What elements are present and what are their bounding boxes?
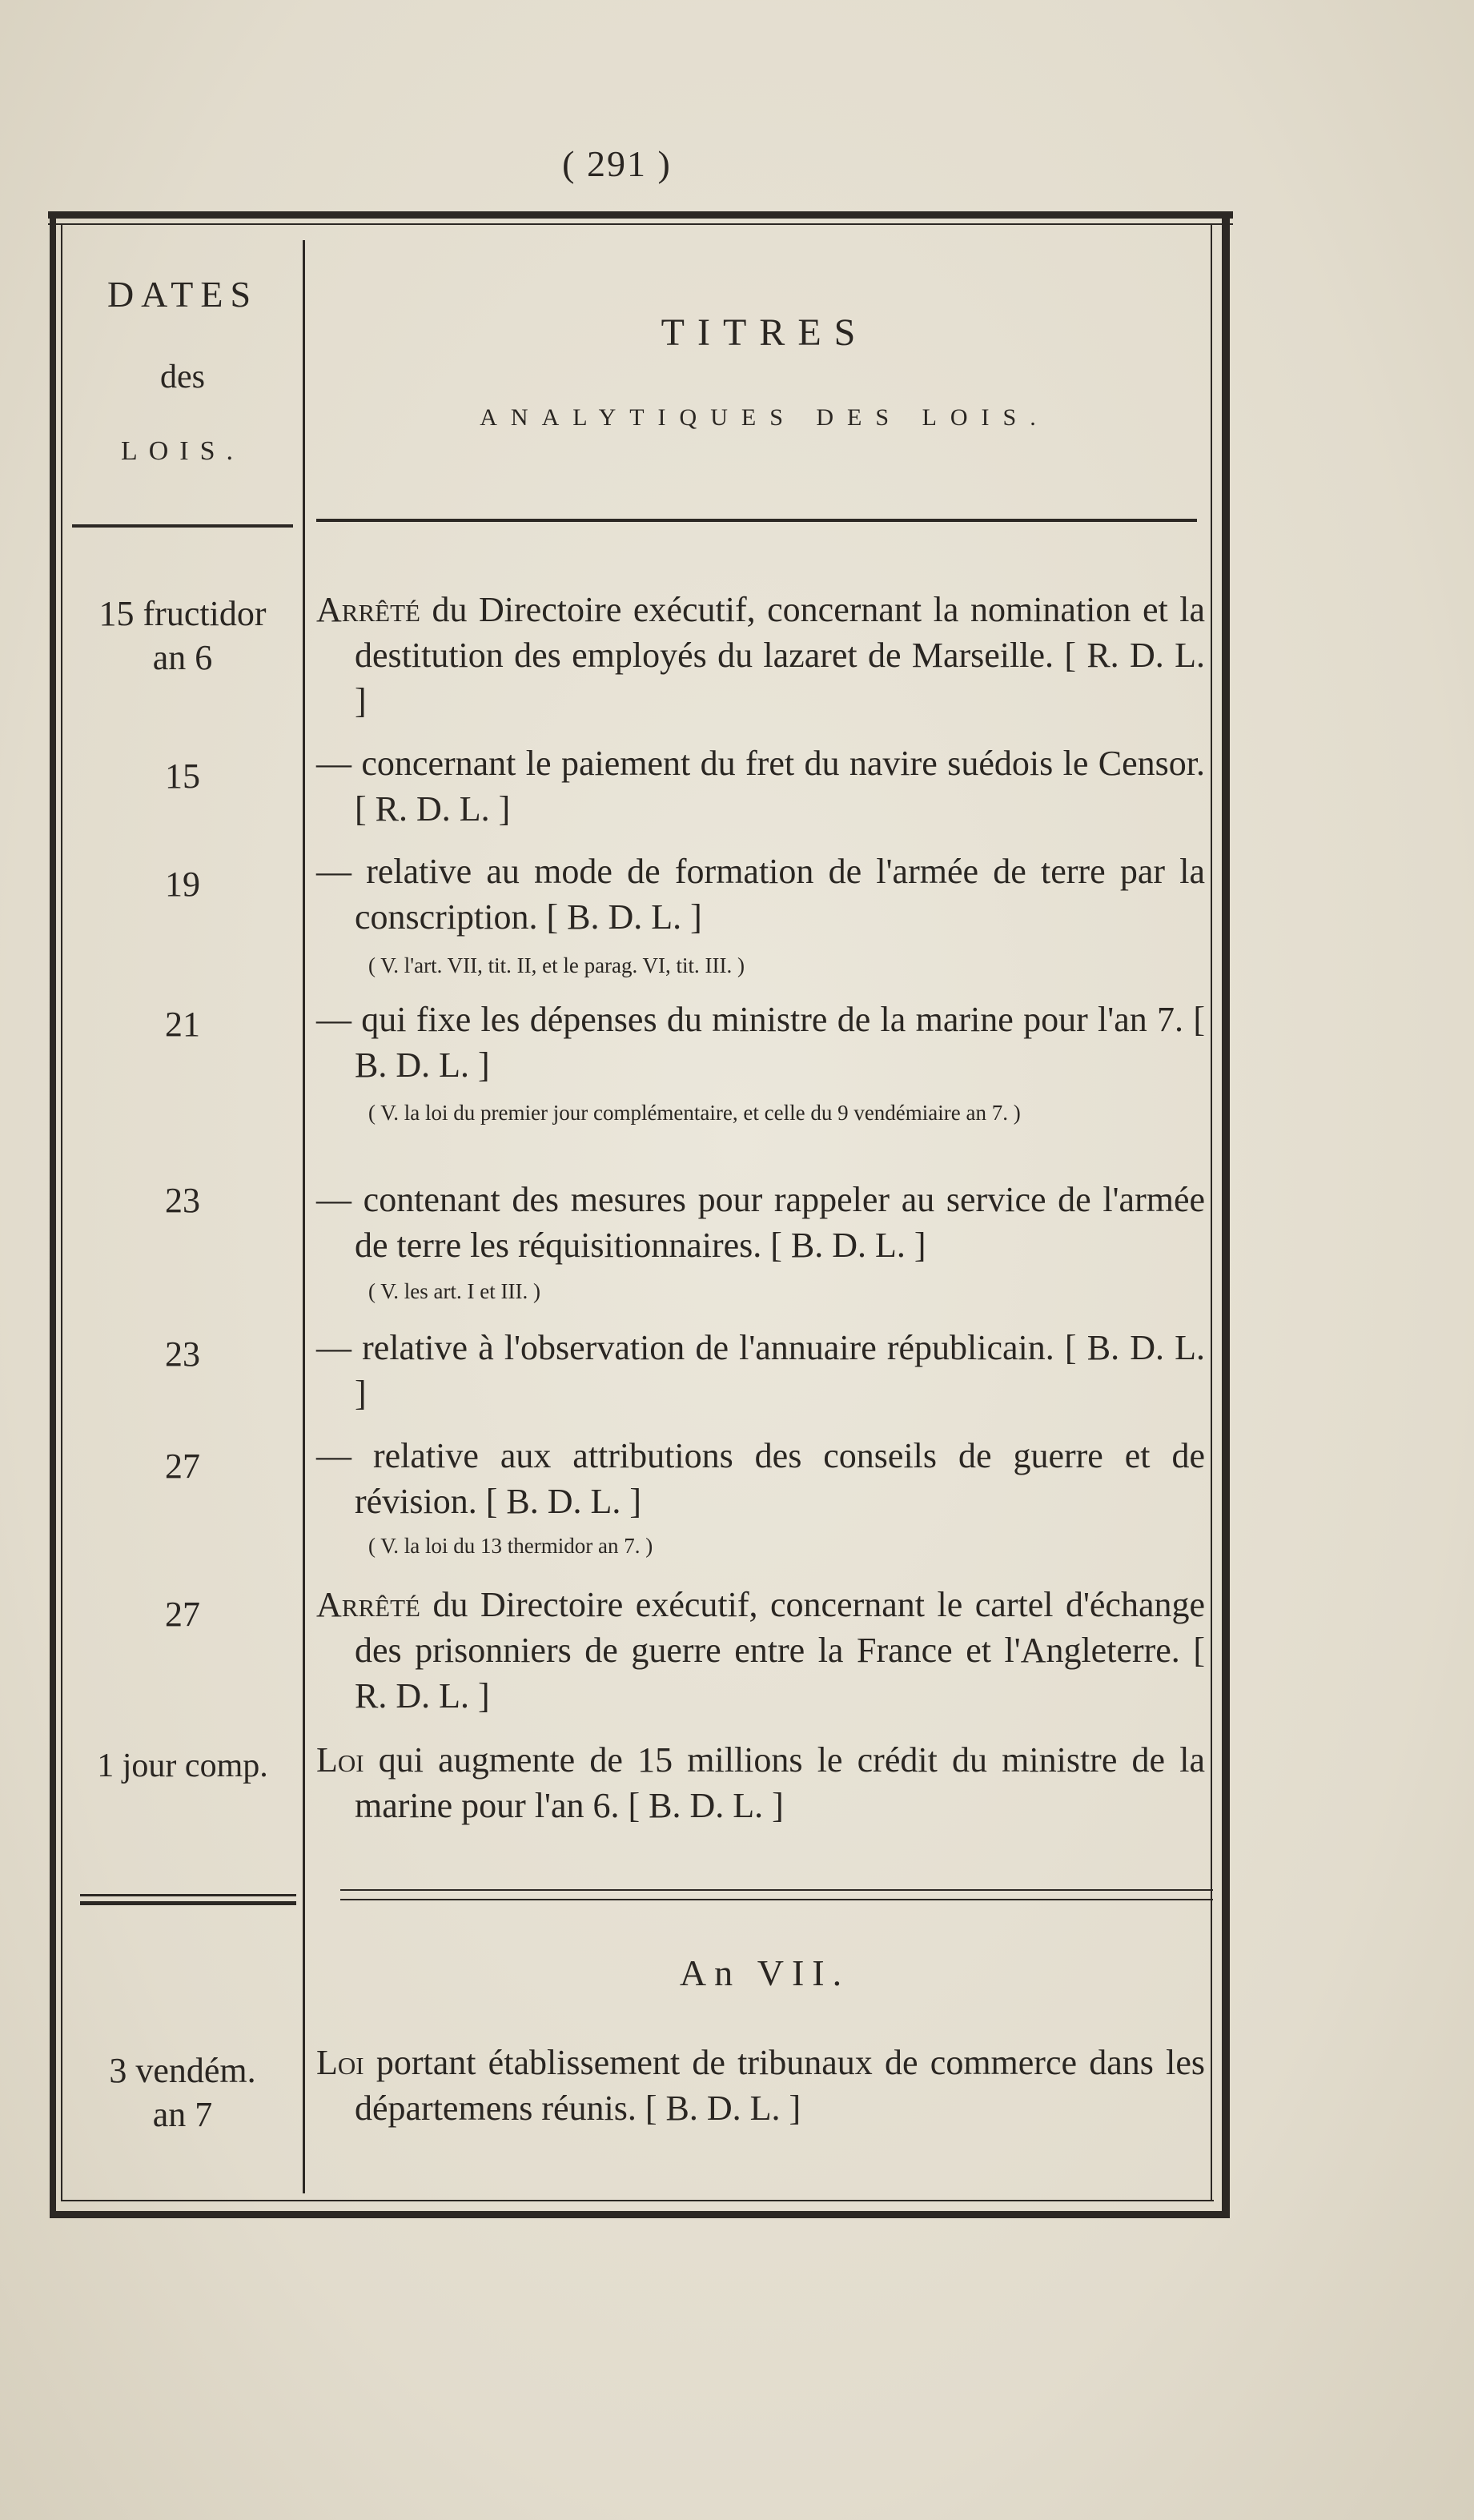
section-rule-dates-2 — [80, 1901, 296, 1905]
entry-title — [316, 2040, 1205, 2131]
entry-date: 3 vendém. — [109, 2051, 256, 2090]
entry-lead: Loi — [316, 1740, 364, 1780]
left-border — [50, 216, 56, 2217]
entry-date-line2: an 7 — [152, 2095, 213, 2134]
top-border-thin — [48, 223, 1233, 225]
entry-title — [316, 997, 1205, 1088]
entry-lead: Arrêté — [316, 1585, 420, 1624]
header-rule-titres — [316, 519, 1197, 522]
entry-text: qui augmente de 15 millions le crédit du ministre de la marine pour l'an 6. [ B. D. L. ] — [355, 1740, 1205, 1825]
entry-title — [316, 849, 1205, 940]
header-des: des — [160, 359, 205, 395]
top-border — [48, 211, 1233, 219]
entry-date: 1 jour comp. — [97, 1748, 268, 1784]
entry-note: ( V. la loi du 13 thermidor an 7. ) — [368, 1534, 653, 1558]
entry-lead: Arrêté — [316, 590, 420, 629]
entry-title — [316, 1582, 1205, 1719]
entry-title — [316, 740, 1205, 832]
section-title: An VII. — [679, 1952, 850, 1993]
entry-date: 23 — [165, 1181, 200, 1220]
entry-lead: Loi — [316, 2043, 364, 2082]
entry-date: 19 — [165, 865, 200, 904]
entry-text: — qui fixe les dépenses du ministre de la marine pour l'an 7. [ B. D. L. ] — [316, 1000, 1205, 1085]
header-lois: LOIS. — [120, 436, 245, 466]
entry-date: 27 — [165, 1447, 200, 1486]
page-number: ( 291 ) — [562, 143, 672, 184]
entry-text: — relative à l'observation de l'annuaire républicain. [ B. D. L. ] — [316, 1328, 1205, 1413]
entry-text: — concernant le paiement du fret du navire suédois le Censor. [ R. D. L. ] — [316, 744, 1205, 829]
entry-date: 27 — [165, 1595, 200, 1634]
entry-text: du Directoire exécutif, concernant la nomination et la destitution des employés du lazaret de Marseille. [ R. D. L. ] — [355, 590, 1205, 720]
entry-date: 21 — [165, 1005, 200, 1044]
column-divider — [303, 240, 305, 2193]
entry-title — [316, 1737, 1205, 1828]
right-border — [1222, 216, 1230, 2217]
entry-note: ( V. la loi du premier jour complémentaire, et celle du 9 vendémiaire an 7. ) — [368, 1101, 1021, 1125]
bottom-border-thin — [61, 2200, 1214, 2201]
entry-text: — relative aux attributions des conseils de guerre et de révision. [ B. D. L. ] — [316, 1436, 1205, 1521]
entry-date: 15 fructidor — [98, 594, 267, 633]
entry-title — [316, 1325, 1205, 1416]
entry-date: 23 — [165, 1334, 200, 1374]
left-border-thin — [61, 224, 62, 2201]
header-analytiques: ANALYTIQUES DES LOIS. — [480, 404, 1050, 431]
entry-text: portant établissement de tribunaux de commerce dans les départemens réunis. [ B. D. L. ] — [355, 2043, 1205, 2128]
entry-title — [316, 1177, 1205, 1268]
section-rule-titres-2 — [340, 1899, 1213, 1900]
bottom-border — [50, 2211, 1230, 2218]
entry-date-line2: an 6 — [152, 638, 213, 677]
entry-text: — contenant des mesures pour rappeler au service de l'armée de terre les réquisitionnaires. [ B. D. L. ] — [316, 1180, 1205, 1265]
header-dates: DATES — [106, 274, 259, 315]
section-rule-dates — [80, 1894, 296, 1896]
entry-note: ( V. l'art. VII, tit. II, et le parag. VI, tit. III. ) — [368, 953, 745, 977]
entry-date: 15 — [165, 756, 200, 796]
entry-text: du Directoire exécutif, concernant le cartel d'échange des prisonniers de guerre entre la France et l'Angleterre. [ R. D. L. ] — [355, 1585, 1205, 1715]
header-titres: TITRES — [661, 311, 869, 354]
header-rule-dates — [72, 524, 293, 528]
entry-title — [316, 1433, 1205, 1524]
entry-title — [316, 587, 1205, 724]
right-border-thin — [1211, 224, 1212, 2201]
section-rule-titres — [340, 1889, 1213, 1891]
entry-text: — relative au mode de formation de l'armée de terre par la conscription. [ B. D. L. ] — [316, 852, 1205, 937]
entry-note: ( V. les art. I et III. ) — [368, 1279, 540, 1303]
